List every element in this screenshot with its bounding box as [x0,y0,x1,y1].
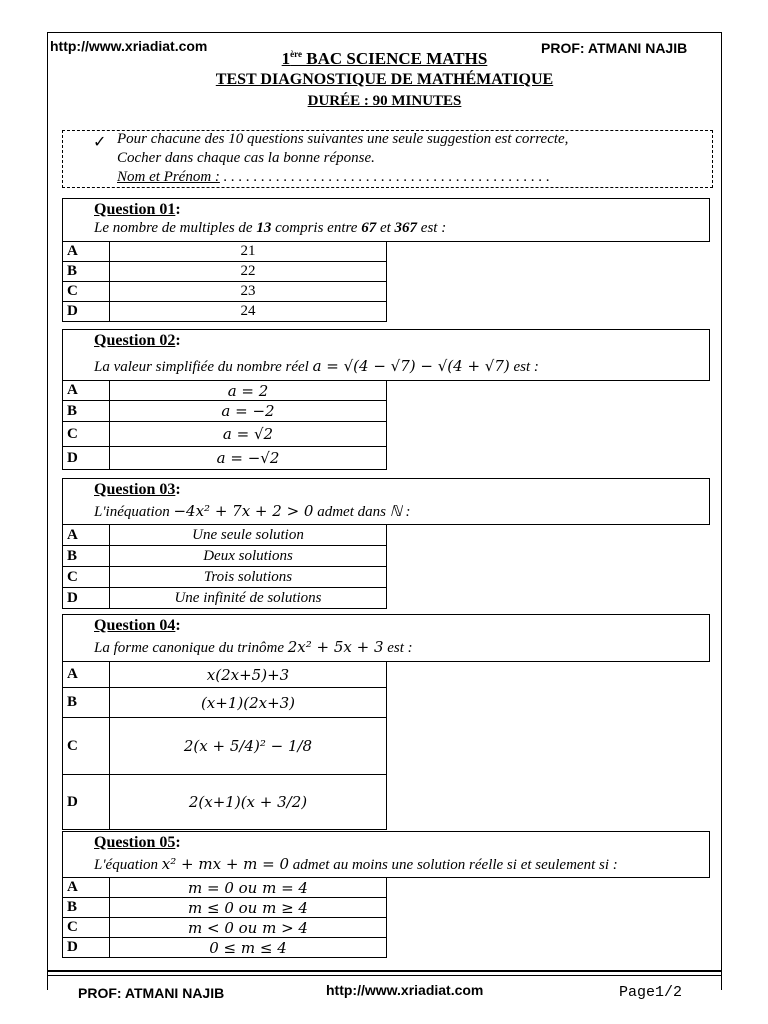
q4-text-a: La forme canonique du trinôme [94,640,288,656]
q3-text-a: L'inéquation [94,504,174,520]
option-row[interactable] [63,662,387,688]
option-letter: C [63,422,110,447]
question-label: Question 02 [94,332,176,349]
option-row[interactable] [63,401,387,422]
question-3-text [94,502,410,521]
question-label: Question 01 [94,201,176,218]
option-value[interactable]: m ≤ 0 ou m ≥ 4 [110,898,387,918]
option-value[interactable]: a = √2 [110,422,387,447]
option-letter: B [63,401,110,422]
question-2-options [62,380,387,470]
title-rest: BAC SCIENCE MATHS [302,49,488,68]
option-letter: D [63,775,110,830]
option-value[interactable]: 0 ≤ m ≤ 4 [110,938,387,958]
q1-n2: 67 [361,220,377,236]
option-row[interactable] [63,938,387,958]
q1-text-b: compris entre [271,220,362,236]
option-letter: A [63,525,110,546]
option-row[interactable] [63,546,387,567]
question-label: Question 03 [94,481,176,498]
title-prefix: 1 [281,49,291,68]
option-letter: C [63,282,110,302]
option-letter: D [63,588,110,609]
page-frame-left [47,32,48,990]
option-letter: A [63,662,110,688]
page-frame-top [47,32,722,33]
option-value[interactable]: 24 [110,302,387,322]
option-value[interactable]: 2(x + 5/4)² − 1/8 [110,718,387,775]
check-icon: ✓ [93,134,107,151]
option-row[interactable] [63,447,387,470]
option-value[interactable]: 22 [110,262,387,282]
option-letter: C [63,567,110,588]
option-value[interactable]: Deux solutions [110,546,387,567]
question-4-box [62,614,710,662]
page-frame-right [721,32,722,990]
question-3-options [62,524,387,609]
q1-text-c: et [376,220,395,236]
option-value[interactable]: a = 2 [110,381,387,401]
question-1-options [62,241,387,322]
option-letter: D [63,302,110,322]
question-4-options [62,661,387,830]
option-row[interactable] [63,588,387,609]
option-row[interactable] [63,878,387,898]
option-letter: B [63,546,110,567]
page-subtitle: TEST DIAGNOSTIQUE DE MATHÉMATIQUE [215,71,554,88]
option-value[interactable]: 2(x+1)(x + 3/2) [110,775,387,830]
footer-rule-thin [47,975,722,976]
question-label: Question 05 [94,834,176,851]
option-row[interactable] [63,688,387,718]
q3-text-b: admet dans ℕ : [313,504,411,520]
option-value[interactable]: a = −√2 [110,447,387,470]
name-label: Nom et Prénom : [117,169,220,185]
option-letter: C [63,918,110,938]
question-1-title: Question 01: [94,201,181,218]
footer-url[interactable]: http://www.xriadiat.com [326,982,484,998]
q4-text-b: est : [383,640,413,656]
option-value[interactable]: m = 0 ou m = 4 [110,878,387,898]
q2-text-a: La valeur simplifiée du nombre réel [94,359,313,375]
question-1-box [62,198,710,242]
question-2-text [94,357,539,376]
option-row[interactable] [63,918,387,938]
q5-text-a: L'équation [94,857,162,873]
option-row[interactable] [63,242,387,262]
option-letter: C [63,718,110,775]
option-row[interactable] [63,422,387,447]
name-field[interactable] [117,169,550,186]
question-1-text [94,220,446,237]
option-row[interactable] [63,718,387,775]
q5-expression: x² + mx + m = 0 [161,855,290,873]
page-title [48,49,721,69]
header-prof: PROF: ATMANI NAJIB [541,40,688,56]
option-row[interactable] [63,567,387,588]
option-row[interactable] [63,262,387,282]
question-3-box [62,478,710,525]
duration: DURÉE : 90 MINUTES [307,93,462,109]
option-value[interactable]: Une infinité de solutions [110,588,387,609]
q1-text-d: est : [417,220,447,236]
question-5-text [94,855,618,874]
option-letter: A [63,381,110,401]
option-value[interactable]: m < 0 ou m > 4 [110,918,387,938]
q5-text-b: admet au moins une solution réelle si et seulement si : [289,857,618,873]
option-letter: A [63,878,110,898]
title-sup: ère [290,49,302,59]
option-value[interactable]: 21 [110,242,387,262]
footer-rule [47,970,722,972]
header-url[interactable]: http://www.xriadiat.com [50,38,208,54]
q3-expression: −4x² + 7x + 2 > 0 [173,502,314,520]
question-4-text [94,638,413,657]
option-letter: A [63,242,110,262]
instructions-box [62,130,713,188]
page-number: Page1/2 [619,984,683,1001]
question-4-title: Question 04: [94,617,181,634]
option-row[interactable] [63,381,387,401]
q4-expression: 2x² + 5x + 3 [287,638,384,656]
option-row[interactable] [63,282,387,302]
option-value[interactable]: Une seule solution [110,525,387,546]
q2-text-b: est : [509,359,539,375]
option-value[interactable]: (x+1)(2x+3) [110,688,387,718]
name-dots[interactable]: . . . . . . . . . . . . . . . . . . . . . . . . . . . . . . . . . . . . . . . . . . . . [219,169,550,185]
option-value[interactable]: x(2x+5)+3 [110,662,387,688]
q1-n1: 13 [256,220,272,236]
question-3-title: Question 03: [94,481,181,498]
option-letter: B [63,262,110,282]
question-2-box [62,329,710,381]
question-label: Question 04 [94,617,176,634]
option-row[interactable] [63,302,387,322]
q1-n3: 367 [394,220,418,236]
option-value[interactable]: 23 [110,282,387,302]
option-row[interactable] [63,898,387,918]
option-letter: D [63,938,110,958]
question-2-title: Question 02: [94,332,181,349]
question-5-title: Question 05: [94,834,181,851]
q1-text-a: Le nombre de multiples de [94,220,257,236]
q2-expression: a = √(4 − √7) − √(4 + √7) [312,357,510,375]
option-letter: D [63,447,110,470]
option-letter: B [63,688,110,718]
option-row[interactable] [63,525,387,546]
question-5-box [62,831,710,878]
option-value[interactable]: a = −2 [110,401,387,422]
option-letter: B [63,898,110,918]
footer-prof: PROF: ATMANI NAJIB [78,985,225,1001]
option-row[interactable] [63,775,387,830]
instruction-line-1: Pour chacune des 10 questions suivantes une seule suggestion est correcte, [117,131,569,147]
option-value[interactable]: Trois solutions [110,567,387,588]
instruction-line-2: Cocher dans chaque cas la bonne réponse. [117,150,375,166]
question-5-options [62,877,387,958]
